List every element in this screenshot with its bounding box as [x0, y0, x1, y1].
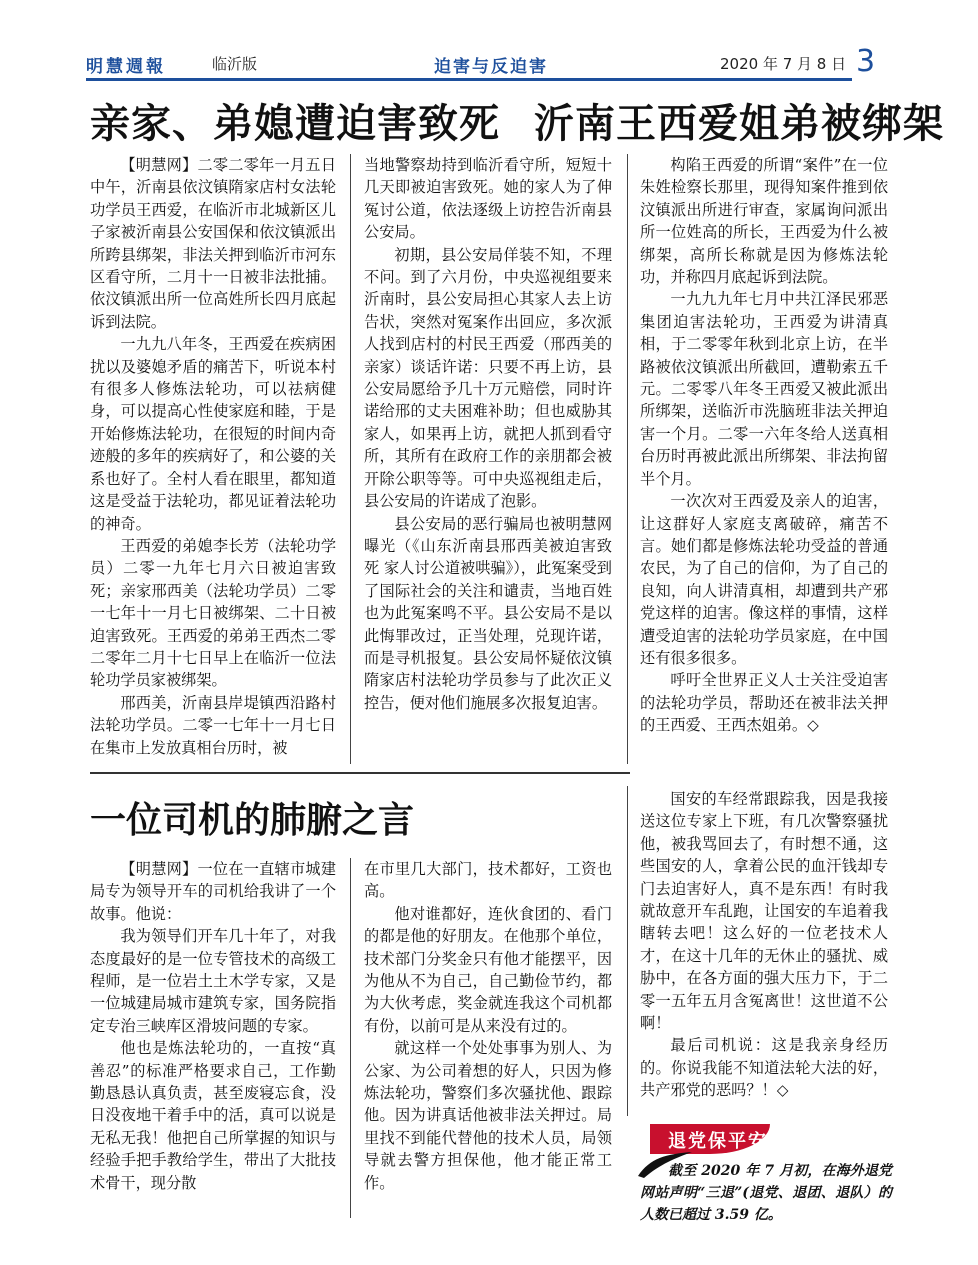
paragraph: 一九九九年七月中共江泽民邪恶集团迫害法轮功，王西爱为讲清真相，于二零零年秋到北京上访，在半路被依汶镇派出所截回，遭勒索五千元。二零零八年冬王西爱又被此派出所绑架，送临沂市洗脑班非法关押迫害一个月。二零一六年冬给人送真相台历时再被此派出所绑架、非法拘留半个月。	[640, 290, 888, 488]
paragraph: 我为领导们开车几十年了，对我态度最好的是一位专管技术的高级工程师，是一位岩土土木学专家，又是一位城建局城市建筑专家，国务院指定专治三峡库区滑坡问题的专家。	[90, 927, 336, 1035]
notice-text: 截至 2020 年 7 月初，在海外退党网站声明“三退”(退党、退团、退队）的人数已超过 3.59 亿。	[640, 1163, 892, 1223]
header-rule	[86, 78, 852, 81]
paragraph: 一次次对王西爱及亲人的迫害，让这群好人家庭支离破碎，痛苦不言。她们都是修炼法轮功受益的普通农民，为了自己的信仰，为了自己的良知，向人讲清真相，却遭到共产邪党这样的迫害。像这样的事情，这样遭受迫害的法轮功学员家庭，在中国还有很多很多。	[640, 492, 888, 667]
column-divider	[350, 154, 351, 764]
paragraph: 【明慧网】二零二零年一月五日中午，沂南县依汶镇隋家店村女法轮功学员王西爱，在临沂市北城新区儿子家被沂南县公安国保和依汶镇派出所跨县绑架，非法关押到临沂市河东区看守所，二月十一日被非法批捕。依汶镇派出所一位高姓所长四月底起诉到法院。	[90, 156, 336, 331]
column-divider	[350, 858, 351, 1218]
article2-column-3	[640, 788, 888, 1102]
paragraph: 邢西美，沂南县岸堤镇西沿路村法轮功学员。二零一七年十一月七日在集市上发放真相台历时，被	[90, 693, 336, 757]
paragraph: 一九九八年冬，王西爱在疾病困扰以及婆媳矛盾的痛苦下，听说本村有很多人修炼法轮功，可以祛病健身，可以提高心性使家庭和睦，于是开始修炼法轮功，在很短的时间内奇迹般的多年的疾病好了，和公婆的关系也好了。全村人看在眼里，都知道这是受益于法轮功，都见证着法轮功的神奇。	[90, 335, 336, 533]
article1-column-3	[640, 154, 888, 737]
article2-column-1	[90, 858, 336, 1194]
paragraph: 构陷王西爱的所谓“案件”在一位朱姓检察长那里，现得知案件推到依汶镇派出所进行审查，家属询问派出所一位姓高的所长，王西爱为什么被绑架，高所长称就是因为修炼法轮功，并称四月底起诉到法院。	[640, 156, 888, 287]
quit-party-notice	[640, 1160, 892, 1226]
article1-headline	[90, 92, 944, 149]
paragraph: 他对谁都好，连伙食团的、看门的都是他的好朋友。在他那个单位，技术部门分奖金只有他才能摆平，因为他从不为自己，自己勤俭节约，都为大伙考虑，奖金就连我这个司机都有份，以前可是从来没有过的。	[364, 904, 612, 1035]
page-number: 3	[856, 44, 876, 79]
paragraph: 他也是炼法轮功的，一直按“真善忍”的标准严格要求自己，工作勤勤恳恳认真负责，甚至废寝忘食，没日没夜地干着手中的活，真可以说是无私无我！他把自己所掌握的知识与经验手把手教给学生，带出了大批技术骨干，现分散	[90, 1039, 336, 1192]
article1-headline-part2: 沂南王西爱姐弟被绑架	[534, 100, 944, 147]
paragraph: 【明慧网】一位在一直辖市城建局专为领导开车的司机给我讲了一个故事。他说：	[90, 860, 336, 923]
column-divider	[627, 786, 628, 1116]
newspaper-brand: 明慧週報	[86, 57, 166, 77]
article1-column-2	[364, 154, 612, 714]
edition-label: 临沂版	[212, 55, 258, 73]
article1-column-1	[90, 154, 336, 759]
column-divider	[627, 154, 628, 764]
badge-label: 退党保平安	[668, 1131, 768, 1152]
masthead	[86, 44, 886, 82]
article1-headline-part1: 亲家、弟媳遭迫害致死	[90, 100, 500, 147]
paragraph: 就这样一个处处事事为别人、为公家、为公司着想的好人，只因为修炼法轮功，警察们多次骚扰他、跟踪他。因为讲真话他被非法关押过。局里找不到能代替他的技术人员，局领导就去警方担保他，他才能正常工作。	[364, 1039, 612, 1192]
paragraph: 王西爱的弟媳李长芳（法轮功学员）二零一九年七月六日被迫害致死；亲家邢西美（法轮功学员）二零一七年十一月七日被绑架、二十日被迫害致死。王西爱的弟弟王西杰二零二零年二月十七日早上在临沂一位法轮功学员家被绑架。	[90, 536, 336, 690]
paragraph: 在市里几大部门，技术都好，工资也高。	[364, 860, 612, 901]
paragraph: 国安的车经常跟踪我，因是我接送这位专家上下班，有几次警察骚扰他，被我骂回去了，有时想不通，这些国安的人，拿着公民的血汗钱却专门去迫害好人，真不是东西！有时我就故意开车乱跑，让国安的车追着我瞎转去吧！这么好的一位老技术人才，在这十几年的无休止的骚扰、威胁中，在各方面的强大压力下，于二零一五年五月含冤离世！这世道不公啊！	[640, 790, 888, 1033]
article2-column-2	[364, 858, 612, 1194]
issue-date: 2020 年 7 月 8 日	[720, 55, 847, 73]
article-separator	[90, 772, 630, 774]
article2-headline: 一位司机的肺腑之言	[90, 800, 415, 841]
paragraph: 初期，县公安局佯装不知，不理不问。到了六月份，中央巡视组要来沂南时，县公安局担心其家人去上访告状，突然对冤案作出回应，多次派人找到店村的村民王西爱（邢西美的亲家）谈话许诺：只要不再上访，县公安局愿给予几十万元赔偿，同时许诺给邢的丈夫困难补助；但也威胁其家人，如果再上访，就把人抓到看守所，其所有在政府工作的亲朋都会被开除公职等等。可中央巡视组走后，县公安局的许诺成了泡影。	[364, 245, 612, 511]
paragraph: 当地警察劫持到临沂看守所，短短十几天即被迫害致死。她的家人为了伸冤讨公道，依法逐级上访控告沂南县公安局。	[364, 156, 612, 242]
paragraph: 呼吁全世界正义人士关注受迫害的法轮功学员，帮助还在被非法关押的王西爱、王西杰姐弟。◇	[640, 671, 888, 735]
paragraph: 县公安局的恶行骗局也被明慧网曝光（《山东沂南县邢西美被迫害致死 家人讨公道被哄骗》），此冤案受到了国际社会的关注和谴责，当地百姓也为此冤案鸣不平。县公安局不是以此悔罪改过，正当处理，兑现许诺，而是寻机报复。县公安局怀疑依汶镇隋家店村法轮功学员参与了此次正义控告，便对他们施展多次报复迫害。	[364, 514, 612, 712]
section-title: 迫害与反迫害	[434, 57, 548, 77]
paragraph: 最后司机说：这是我亲身经历的。你说我能不知道法轮大法的好，共产邪党的恶吗？！◇	[640, 1036, 888, 1100]
